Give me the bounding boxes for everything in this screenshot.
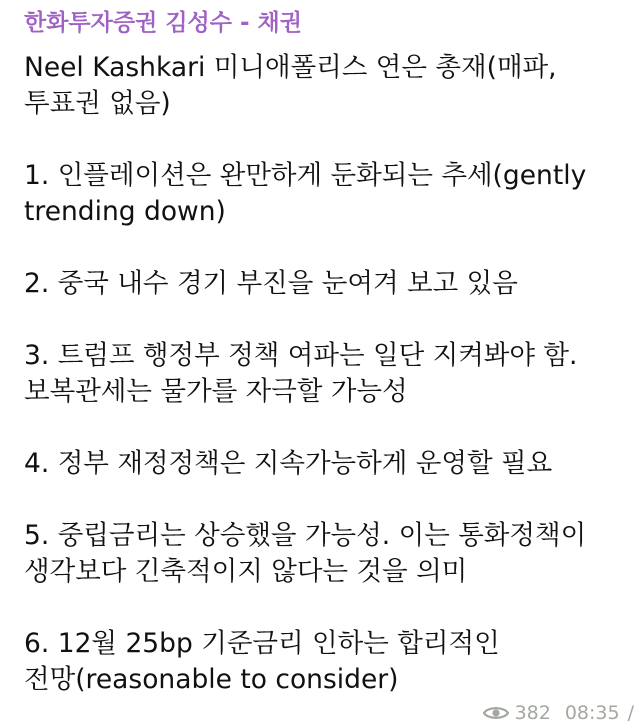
message-line: 3. 트럼프 행정부 정책 여파는 일단 지켜봐야 함. — [24, 340, 578, 371]
message-line: 6. 12월 25bp 기준금리 인하는 합리적인 — [24, 628, 500, 659]
message-line: trending down) — [24, 196, 226, 227]
bubble-edge-glyph: / — [627, 702, 634, 724]
blank-line — [24, 590, 618, 626]
blank-line — [24, 122, 618, 158]
sender-name[interactable]: 한화투자증권 김성수 - 채권 — [24, 10, 302, 36]
blank-line — [24, 410, 618, 446]
message-line: 4. 정부 재정정책은 지속가능하게 운영할 필요 — [24, 448, 553, 479]
message-line: 투표권 없음) — [24, 88, 171, 119]
eye-icon — [483, 705, 509, 721]
blank-line — [24, 302, 618, 338]
message-line: 전망(reasonable to consider) — [24, 664, 399, 695]
message-line: 5. 중립금리는 상승했을 가능성. 이는 통화정책이 — [24, 520, 587, 551]
view-count: 382 — [514, 702, 551, 724]
message-line: Neel Kashkari 미니애폴리스 연은 총재(매파, — [24, 52, 557, 83]
message-line: 2. 중국 내수 경기 부진을 눈여겨 보고 있음 — [24, 268, 518, 299]
message-body — [24, 50, 618, 698]
blank-line — [24, 482, 618, 518]
message-meta — [483, 702, 634, 724]
message-line: 보복관세는 물가를 자극할 가능성 — [24, 376, 408, 407]
message-line: 생각보다 긴축적이지 않다는 것을 의미 — [24, 556, 468, 587]
message-time: 08:35 — [564, 702, 620, 724]
blank-line — [24, 230, 618, 266]
message-line: 1. 인플레이션은 완만하게 둔화되는 추세(gently — [24, 160, 587, 191]
